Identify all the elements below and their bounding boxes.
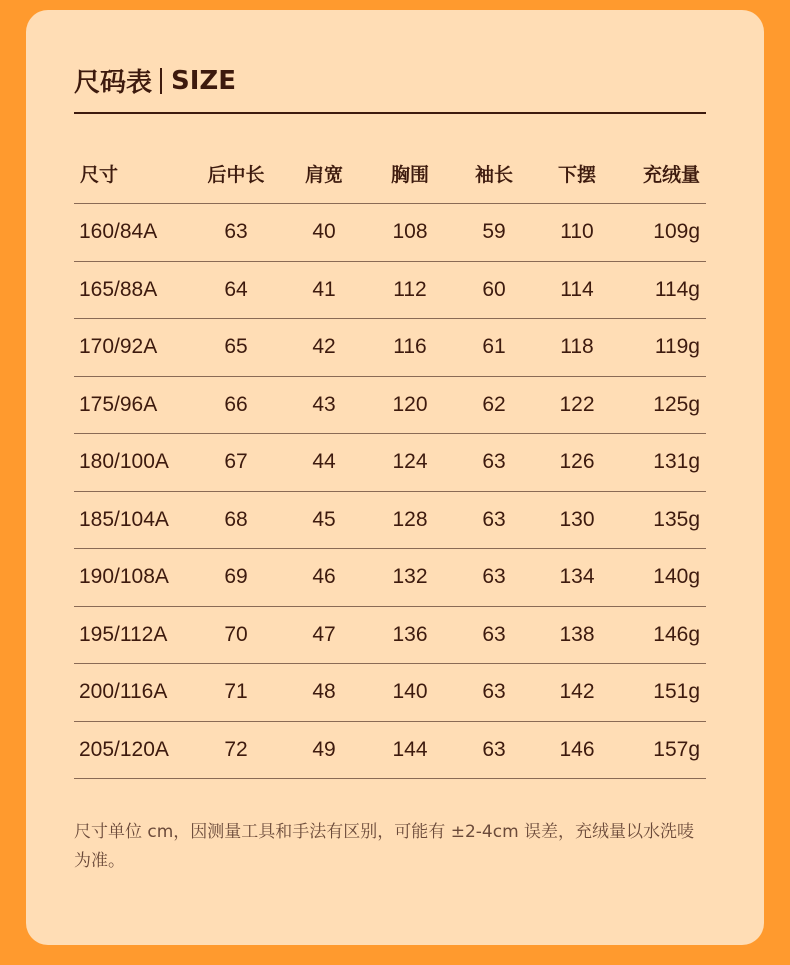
table-cell: 68 [192, 491, 280, 549]
table-cell: 116 [368, 319, 452, 377]
table-cell: 71 [192, 664, 280, 722]
header-hem: 下摆 [536, 143, 618, 204]
table-cell: 157g [618, 721, 706, 779]
table-header-row [74, 143, 706, 204]
table-cell: 114g [618, 261, 706, 319]
table-row [74, 606, 706, 664]
table-body [74, 204, 706, 779]
table-cell: 40 [280, 204, 368, 262]
table-row [74, 319, 706, 377]
table-cell: 114 [536, 261, 618, 319]
table-cell: 205/120A [74, 721, 192, 779]
table-cell: 119g [618, 319, 706, 377]
table-cell: 160/84A [74, 204, 192, 262]
table-cell: 64 [192, 261, 280, 319]
table-cell: 63 [452, 721, 536, 779]
table-cell: 109g [618, 204, 706, 262]
table-row [74, 664, 706, 722]
table-cell: 122 [536, 376, 618, 434]
table-cell: 200/116A [74, 664, 192, 722]
table-cell: 131g [618, 434, 706, 492]
table-cell: 126 [536, 434, 618, 492]
table-cell: 45 [280, 491, 368, 549]
table-cell: 49 [280, 721, 368, 779]
table-cell: 70 [192, 606, 280, 664]
table-cell: 165/88A [74, 261, 192, 319]
table-cell: 110 [536, 204, 618, 262]
table-cell: 47 [280, 606, 368, 664]
header-chest: 胸围 [368, 143, 452, 204]
table-cell: 128 [368, 491, 452, 549]
table-cell: 134 [536, 549, 618, 607]
table-cell: 67 [192, 434, 280, 492]
table-cell: 63 [452, 606, 536, 664]
table-cell: 63 [452, 664, 536, 722]
table-row [74, 434, 706, 492]
table-row [74, 261, 706, 319]
table-cell: 124 [368, 434, 452, 492]
header-back-length: 后中长 [192, 143, 280, 204]
table-cell: 72 [192, 721, 280, 779]
size-table [74, 143, 706, 779]
table-cell: 46 [280, 549, 368, 607]
table-cell: 140 [368, 664, 452, 722]
title-divider [74, 112, 706, 114]
table-cell: 65 [192, 319, 280, 377]
table-cell: 63 [452, 491, 536, 549]
table-cell: 42 [280, 319, 368, 377]
table-cell: 132 [368, 549, 452, 607]
table-cell: 151g [618, 664, 706, 722]
table-cell: 41 [280, 261, 368, 319]
title-en: SIZE [171, 65, 237, 96]
header-size: 尺寸 [74, 143, 192, 204]
table-row [74, 721, 706, 779]
table-cell: 138 [536, 606, 618, 664]
table-row [74, 204, 706, 262]
table-cell: 63 [192, 204, 280, 262]
table-cell: 120 [368, 376, 452, 434]
table-cell: 44 [280, 434, 368, 492]
table-cell: 59 [452, 204, 536, 262]
table-cell: 63 [452, 549, 536, 607]
table-row [74, 491, 706, 549]
size-note: 尺寸单位 cm，因测量工具和手法有区别，可能有 ±2-4cm 误差，充绒量以水洗唛为准。 [74, 822, 695, 871]
table-cell: 118 [536, 319, 618, 377]
table-cell: 61 [452, 319, 536, 377]
table-cell: 185/104A [74, 491, 192, 549]
header-fill-weight: 充绒量 [618, 143, 706, 204]
table-cell: 195/112A [74, 606, 192, 664]
header-sleeve: 袖长 [452, 143, 536, 204]
table-cell: 60 [452, 261, 536, 319]
table-cell: 62 [452, 376, 536, 434]
title-separator [160, 68, 162, 94]
table-cell: 142 [536, 664, 618, 722]
table-cell: 63 [452, 434, 536, 492]
table-cell: 130 [536, 491, 618, 549]
table-cell: 170/92A [74, 319, 192, 377]
table-cell: 125g [618, 376, 706, 434]
table-cell: 43 [280, 376, 368, 434]
table-cell: 175/96A [74, 376, 192, 434]
table-cell: 48 [280, 664, 368, 722]
table-cell: 190/108A [74, 549, 192, 607]
size-chart-card [26, 10, 764, 945]
table-cell: 69 [192, 549, 280, 607]
table-cell: 136 [368, 606, 452, 664]
table-cell: 112 [368, 261, 452, 319]
table-cell: 146 [536, 721, 618, 779]
table-row [74, 549, 706, 607]
header-shoulder: 肩宽 [280, 143, 368, 204]
table-cell: 66 [192, 376, 280, 434]
table-row [74, 376, 706, 434]
table-cell: 144 [368, 721, 452, 779]
title-cn: 尺码表 [74, 68, 153, 98]
table-cell: 146g [618, 606, 706, 664]
table-cell: 180/100A [74, 434, 192, 492]
table-cell: 135g [618, 491, 706, 549]
page-title [74, 62, 236, 99]
table-cell: 108 [368, 204, 452, 262]
table-cell: 140g [618, 549, 706, 607]
